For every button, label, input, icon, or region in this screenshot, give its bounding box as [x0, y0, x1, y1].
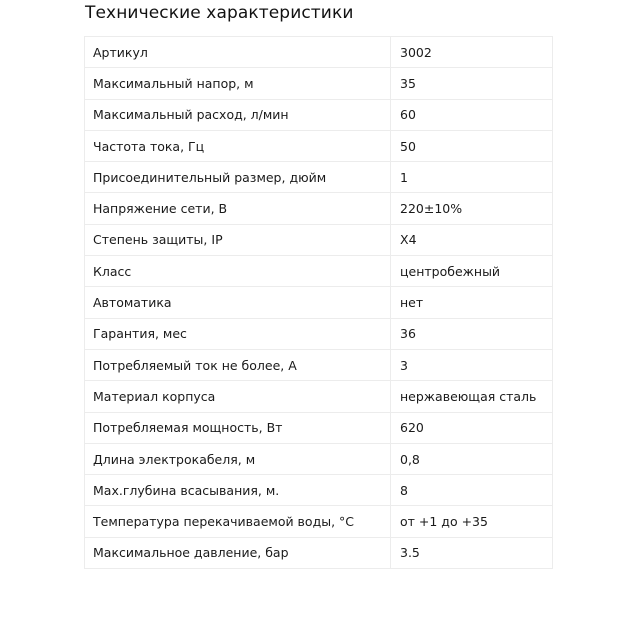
- spec-label: Максимальный напор, м: [85, 68, 391, 99]
- table-row: [85, 318, 553, 349]
- spec-value: 1: [391, 162, 553, 193]
- spec-label: Максимальное давление, бар: [85, 537, 391, 568]
- spec-label: Частота тока, Гц: [85, 130, 391, 161]
- table-row: [85, 99, 553, 130]
- table-row: [85, 412, 553, 443]
- spec-label: Max.глубина всасывания, м.: [85, 475, 391, 506]
- spec-label: Максимальный расход, л/мин: [85, 99, 391, 130]
- table-row: [85, 68, 553, 99]
- spec-value: 3: [391, 349, 553, 380]
- spec-label: Потребляемая мощность, Вт: [85, 412, 391, 443]
- section-title: Технические характеристики: [85, 3, 354, 23]
- spec-label: Гарантия, мес: [85, 318, 391, 349]
- table-row: [85, 349, 553, 380]
- spec-value: 35: [391, 68, 553, 99]
- spec-value: 60: [391, 99, 553, 130]
- spec-value: 0,8: [391, 443, 553, 474]
- table-row: [85, 537, 553, 568]
- table-row: [85, 443, 553, 474]
- spec-value: центробежный: [391, 256, 553, 287]
- spec-table: [84, 36, 553, 569]
- table-row: [85, 287, 553, 318]
- spec-label: Напряжение сети, В: [85, 193, 391, 224]
- spec-value: 3.5: [391, 537, 553, 568]
- spec-value: 36: [391, 318, 553, 349]
- spec-value: 3002: [391, 37, 553, 68]
- spec-value: 620: [391, 412, 553, 443]
- table-row: [85, 506, 553, 537]
- spec-label: Автоматика: [85, 287, 391, 318]
- table-row: [85, 193, 553, 224]
- spec-value: 220±10%: [391, 193, 553, 224]
- spec-label: Степень защиты, IP: [85, 224, 391, 255]
- spec-value: 8: [391, 475, 553, 506]
- spec-label: Потребляемый ток не более, А: [85, 349, 391, 380]
- table-row: [85, 256, 553, 287]
- spec-label: Температура перекачиваемой воды, °С: [85, 506, 391, 537]
- spec-value: нержавеющая сталь: [391, 381, 553, 412]
- spec-label: Класс: [85, 256, 391, 287]
- spec-value: X4: [391, 224, 553, 255]
- spec-label: Артикул: [85, 37, 391, 68]
- table-row: [85, 130, 553, 161]
- table-row: [85, 475, 553, 506]
- table-row: [85, 381, 553, 412]
- spec-label: Материал корпуса: [85, 381, 391, 412]
- spec-value: 50: [391, 130, 553, 161]
- spec-label: Длина электрокабеля, м: [85, 443, 391, 474]
- table-row: [85, 37, 553, 68]
- table-row: [85, 162, 553, 193]
- table-row: [85, 224, 553, 255]
- spec-label: Присоединительный размер, дюйм: [85, 162, 391, 193]
- spec-value: нет: [391, 287, 553, 318]
- spec-value: от +1 до +35: [391, 506, 553, 537]
